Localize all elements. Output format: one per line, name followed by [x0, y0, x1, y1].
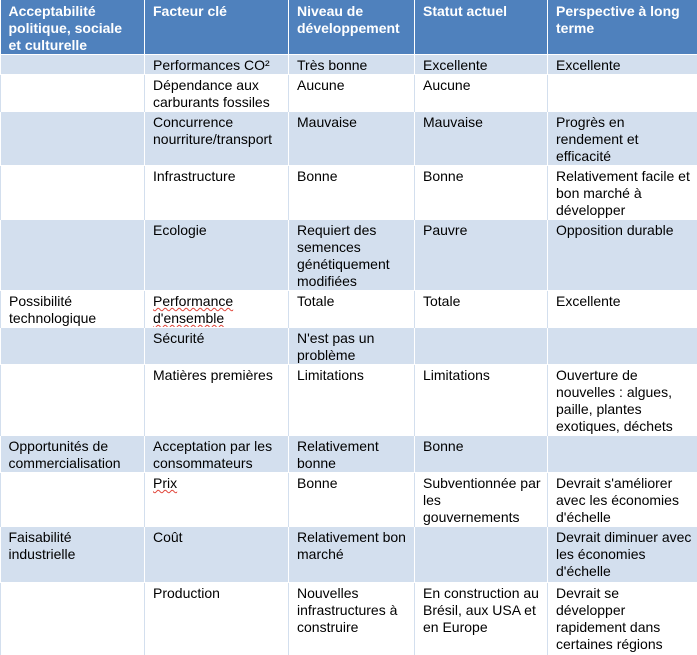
table-row	[1, 75, 697, 112]
cell-outlook: Excellente	[548, 291, 697, 328]
cell-outlook: Excellente	[548, 55, 697, 75]
cell-factor: Infrastructure	[145, 166, 289, 220]
header-development-level: Niveau de développement	[289, 0, 415, 55]
cell-outlook: Ouverture de nouvelles : algues, paille, plantes exotiques, déchets	[548, 365, 697, 436]
cell-outlook	[548, 328, 697, 365]
cell-outlook	[548, 75, 697, 112]
cell-status: Pauvre	[415, 220, 548, 291]
cell-factor: Matières premières	[145, 365, 289, 436]
cell-factor: Coût	[145, 527, 289, 583]
cell-category	[1, 75, 145, 112]
cell-development: N'est pas un problème	[289, 328, 415, 365]
header-key-factor: Facteur clé	[145, 0, 289, 55]
cell-status: Totale	[415, 291, 548, 328]
cell-status: Mauvaise	[415, 112, 548, 166]
cell-category: Possibilité technologique	[1, 291, 145, 328]
cell-category	[1, 365, 145, 436]
cell-category	[1, 55, 145, 75]
cell-category	[1, 166, 145, 220]
cell-factor: Dépendance aux carburants fossiles	[145, 75, 289, 112]
table-row	[1, 527, 697, 583]
table-row	[1, 166, 697, 220]
table-row	[1, 55, 697, 75]
factor-text: Prix	[153, 475, 177, 491]
table-body	[1, 55, 697, 655]
table-row	[1, 291, 697, 328]
cell-status: En construction au Brésil, aux USA et en Europe	[415, 583, 548, 655]
cell-status	[415, 328, 548, 365]
header-long-term-outlook: Perspective à long terme	[548, 0, 697, 55]
cell-development: Mauvaise	[289, 112, 415, 166]
cell-factor: Concurrence nourriture/transport	[145, 112, 289, 166]
factor-text: Performance d'ensemble	[153, 293, 233, 326]
cell-category: Opportunités de commercialisation	[1, 436, 145, 473]
cell-development: Relativement bonne	[289, 436, 415, 473]
table-row	[1, 436, 697, 473]
cell-outlook: Devrait diminuer avec les économies d'échelle	[548, 527, 697, 583]
cell-development: Limitations	[289, 365, 415, 436]
cell-outlook	[548, 436, 697, 473]
cell-development: Relativement bon marché	[289, 527, 415, 583]
header-category: Acceptabilité politique, sociale et culturelle	[1, 0, 145, 55]
table-row	[1, 220, 697, 291]
table-header	[1, 0, 697, 55]
cell-category	[1, 328, 145, 365]
cell-status: Bonne	[415, 436, 548, 473]
cell-category	[1, 220, 145, 291]
cell-development: Très bonne	[289, 55, 415, 75]
cell-development: Aucune	[289, 75, 415, 112]
cell-status	[415, 527, 548, 583]
cell-factor	[145, 473, 289, 527]
cell-status: Excellente	[415, 55, 548, 75]
cell-factor: Sécurité	[145, 328, 289, 365]
cell-outlook: Opposition durable	[548, 220, 697, 291]
cell-development: Bonne	[289, 166, 415, 220]
cell-outlook: Devrait se développer rapidement dans certaines régions	[548, 583, 697, 655]
table-row	[1, 473, 697, 527]
cell-outlook: Relativement facile et bon marché à développer	[548, 166, 697, 220]
cell-category: Faisabilité industrielle	[1, 527, 145, 583]
cell-factor: Performances CO²	[145, 55, 289, 75]
table-row	[1, 328, 697, 365]
cell-factor: Acceptation par les consommateurs	[145, 436, 289, 473]
cell-development: Nouvelles infrastructures à construire	[289, 583, 415, 655]
cell-category	[1, 112, 145, 166]
cell-factor: Ecologie	[145, 220, 289, 291]
table-row	[1, 365, 697, 436]
cell-status: Aucune	[415, 75, 548, 112]
cell-factor	[145, 291, 289, 328]
cell-outlook: Progrès en rendement et efficacité	[548, 112, 697, 166]
cell-development: Bonne	[289, 473, 415, 527]
cell-status: Bonne	[415, 166, 548, 220]
cell-outlook: Devrait s'améliorer avec les économies d'échelle	[548, 473, 697, 527]
cell-development: Totale	[289, 291, 415, 328]
cell-status: Subventionnée par les gouvernements	[415, 473, 548, 527]
cell-status: Limitations	[415, 365, 548, 436]
cell-factor: Production	[145, 583, 289, 655]
cell-category	[1, 473, 145, 527]
header-row	[1, 0, 697, 55]
table-row	[1, 112, 697, 166]
cell-development: Requiert des semences génétiquement modifiées	[289, 220, 415, 291]
header-current-status: Statut actuel	[415, 0, 548, 55]
